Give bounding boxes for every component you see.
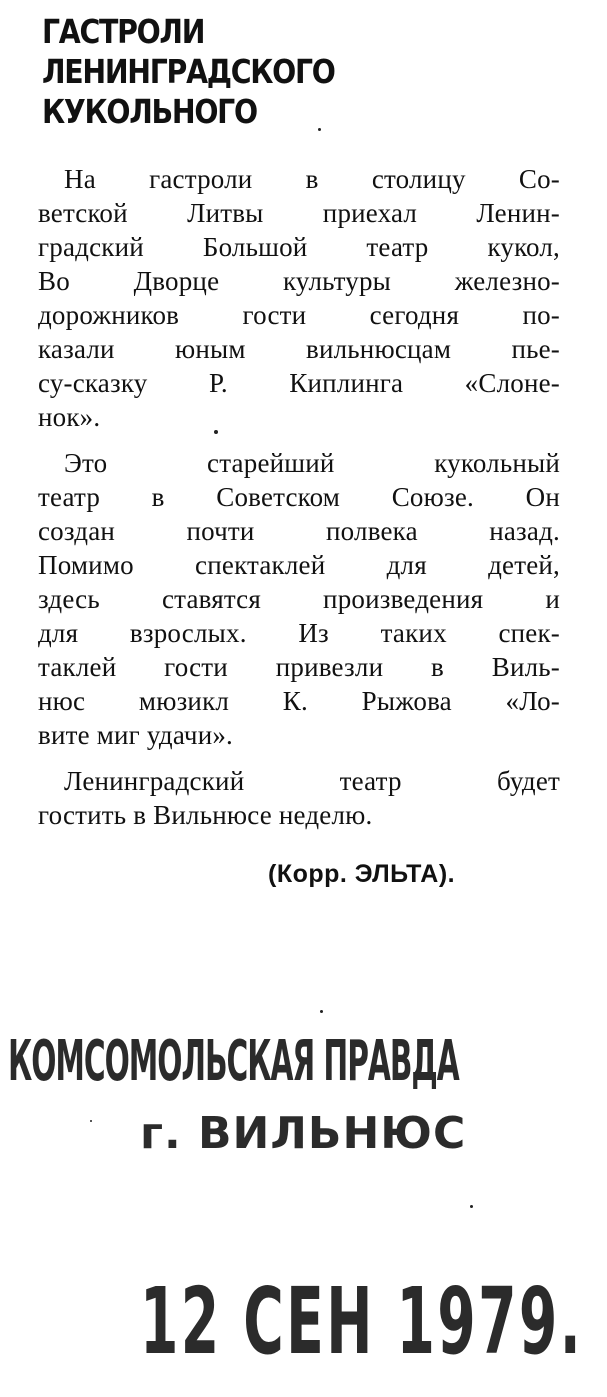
- text-line: для взрослых. Из таких спек-: [38, 618, 560, 648]
- article-paragraph-3: [38, 764, 560, 832]
- text-line: здесь ставятся произведения и: [38, 584, 560, 614]
- text-line: Во Дворце культуры железно-: [38, 266, 560, 296]
- text-line: нюс мюзикл К. Рыжова «Ло-: [38, 686, 560, 716]
- text-line: театр в Советском Союзе. Он: [38, 482, 560, 512]
- text-line: На гастроли в столицу Со-: [64, 164, 560, 194]
- article-paragraph-2: [38, 446, 560, 752]
- print-speck: [318, 128, 321, 131]
- text-line: гостить в Вильнюсе неделю.: [38, 800, 373, 830]
- newspaper-name-stamp: КОМСОМОЛЬСКАЯ ПРАВДА: [8, 1029, 459, 1094]
- text-line: нок».: [38, 402, 101, 432]
- text-line: казали юным вильнюсцам пье-: [38, 334, 560, 364]
- article-body: [38, 162, 560, 832]
- text-line: таклей гости привезли в Виль-: [38, 652, 560, 682]
- headline-line: ЛЕНИНГРАДСКОГО: [42, 52, 335, 91]
- print-speck: [90, 1120, 92, 1122]
- print-speck: [320, 1010, 323, 1013]
- article-paragraph-1: [38, 162, 560, 434]
- text-line: ветской Литвы приехал Ленин-: [38, 198, 560, 228]
- headline-line: ГАСТРОЛИ: [42, 12, 205, 51]
- article-signature: (Корр. ЭЛЬТА).: [268, 860, 456, 888]
- text-line: градский Большой театр кукол,: [38, 232, 560, 262]
- city-stamp: г. ВИЛЬНЮС: [140, 1108, 467, 1159]
- text-line: су-сказку Р. Киплинга «Слоне-: [38, 368, 560, 398]
- text-line: Это старейший кукольный: [64, 448, 560, 478]
- text-line: дорожников гости сегодня по-: [38, 300, 560, 330]
- text-line: Помимо спектаклей для детей,: [38, 550, 560, 580]
- text-line: создан почти полвека назад.: [38, 516, 560, 546]
- date-stamp: 12 СЕН 1979.: [140, 1268, 584, 1375]
- headline: [42, 12, 506, 132]
- print-speck: [470, 1205, 473, 1208]
- text-line: Ленинградский театр будет: [64, 766, 560, 796]
- print-speck: [214, 430, 218, 434]
- text-line: вите миг удачи».: [38, 720, 234, 750]
- headline-line: КУКОЛЬНОГО: [42, 92, 257, 131]
